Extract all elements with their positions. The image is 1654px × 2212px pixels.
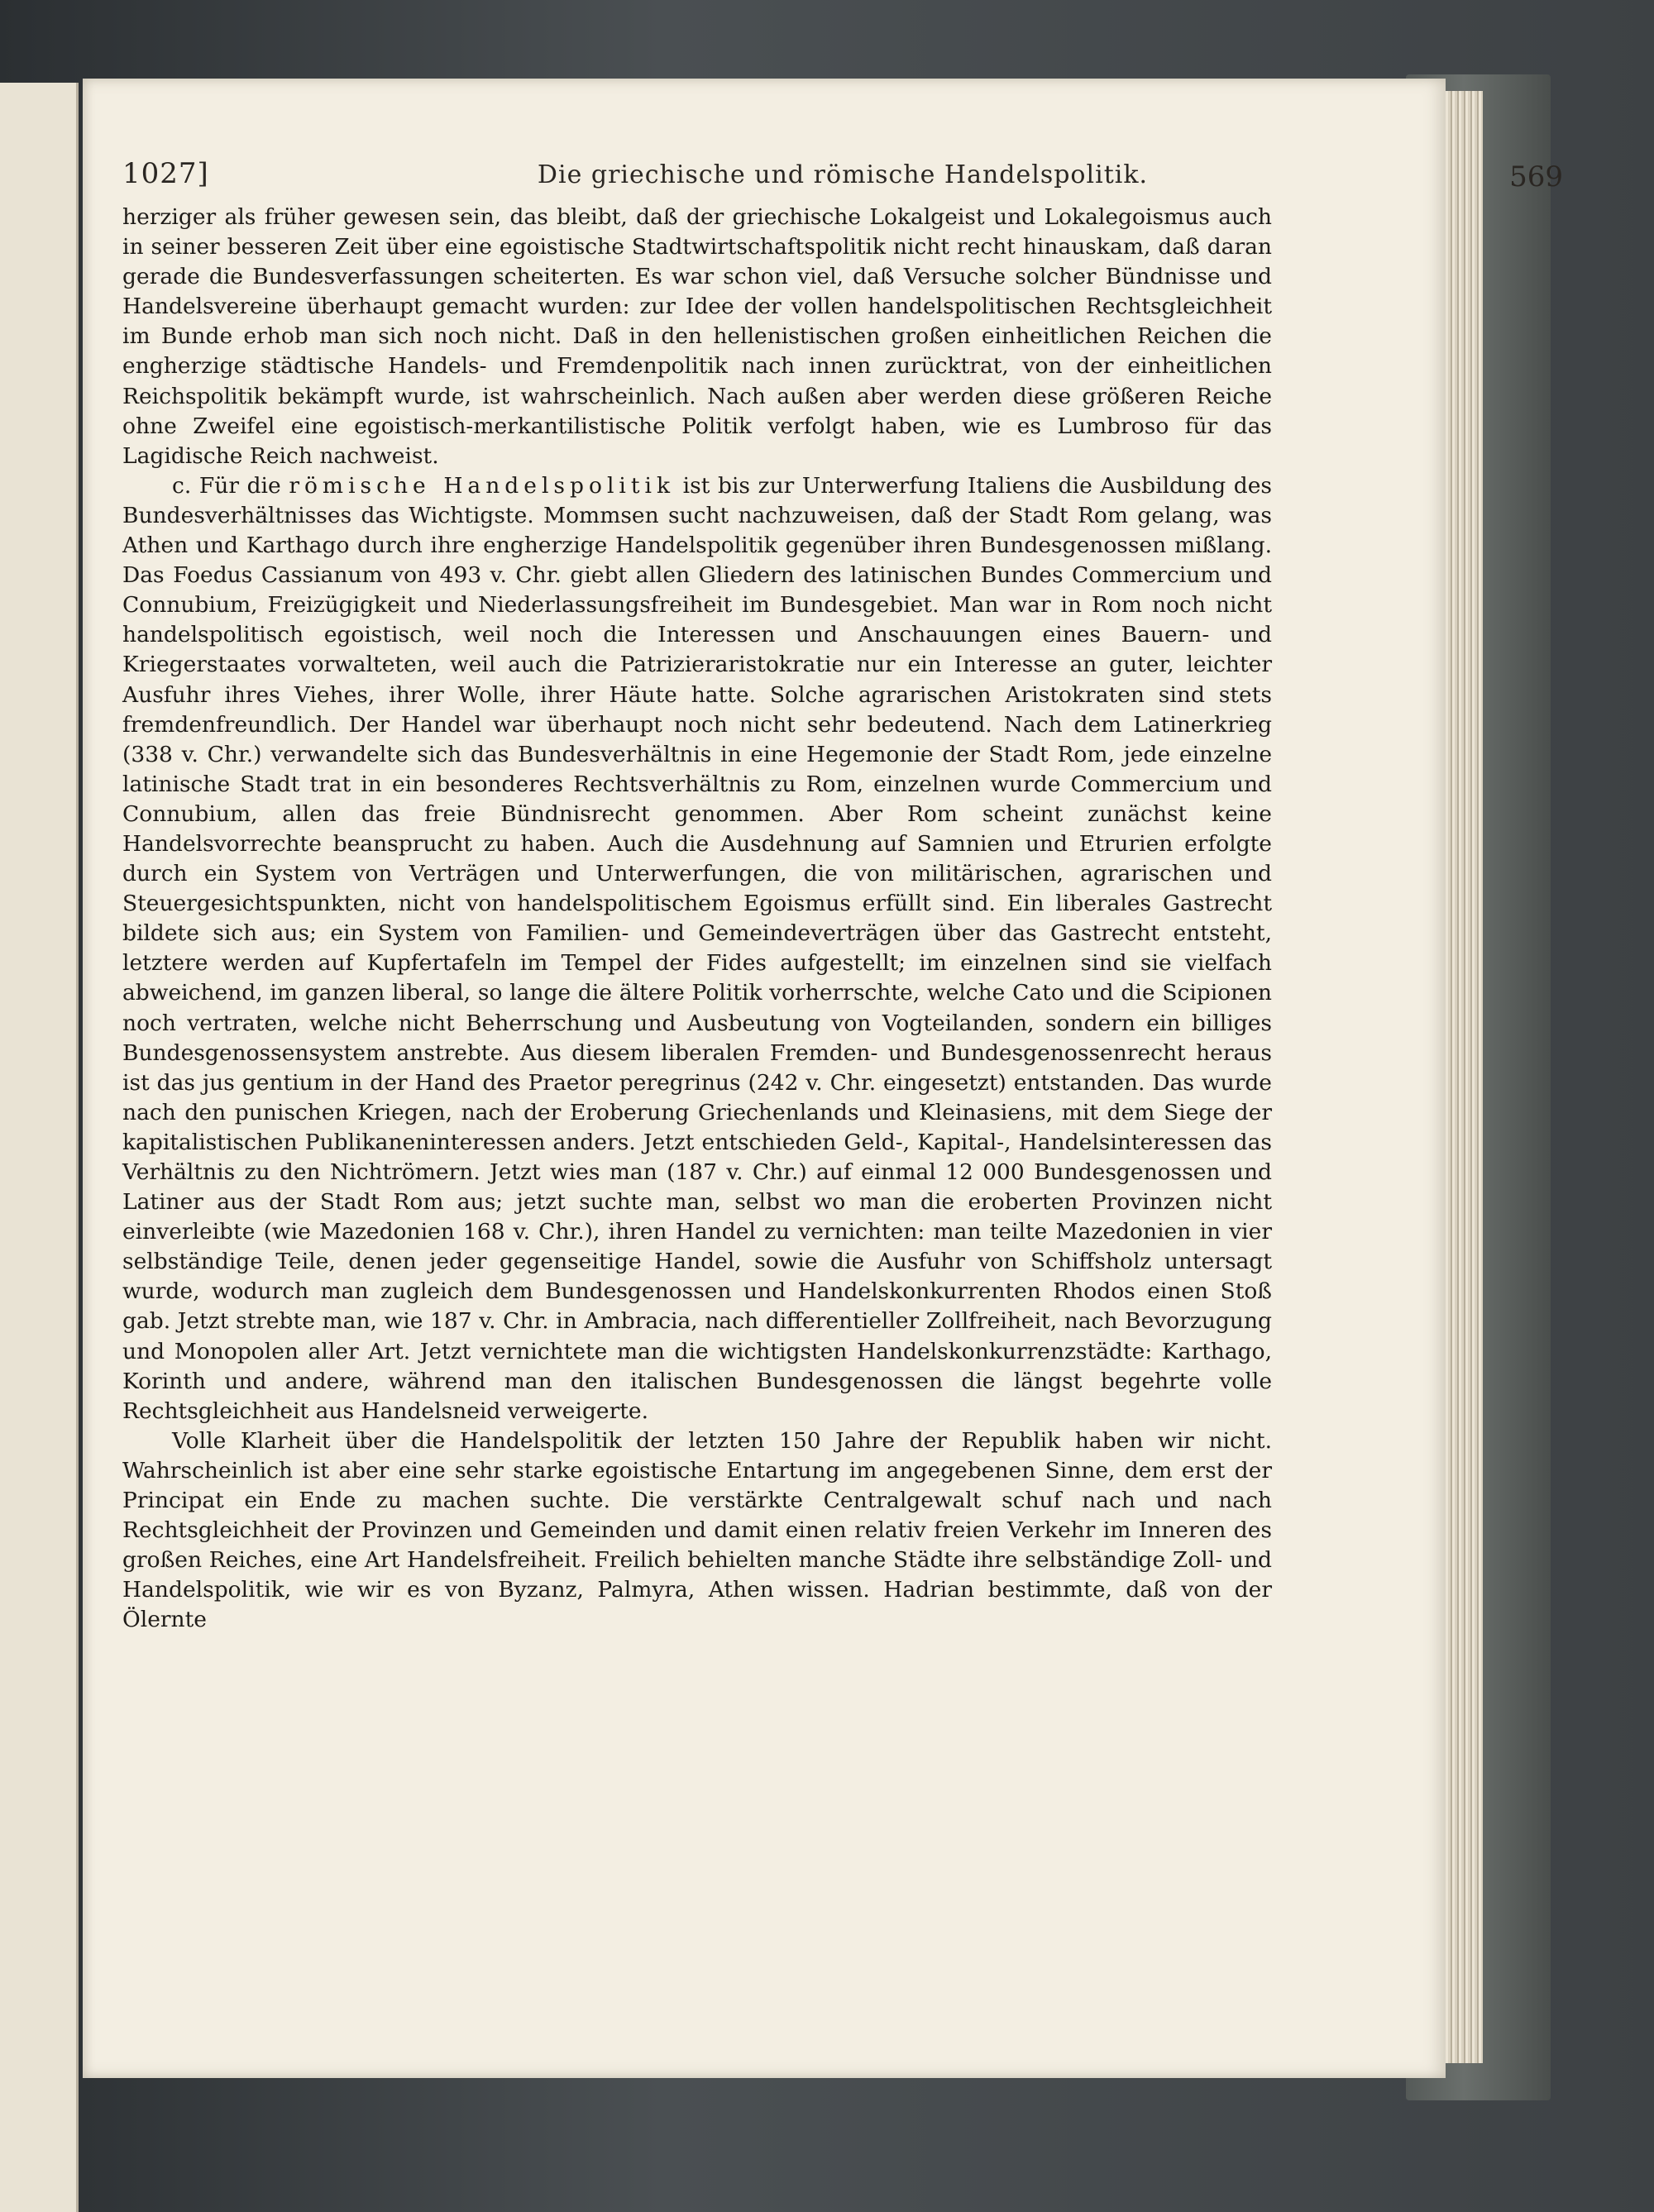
running-title: Die griechische und römische Handelspolitik.	[537, 160, 1149, 189]
section-number: 1027]	[122, 157, 209, 190]
section-label: c. Für die	[172, 472, 281, 499]
spaced-heading: römische Handelspolitik	[289, 472, 676, 499]
paragraph-lokalgeist: herziger als früher gewesen sein, das bleibt, daß der griechische Lokalgeist und Lokalegoismus auch in seiner besseren Zeit über eine egoistische Stadtwirtschaftspolitik nicht recht hinauskam, daß daran gerade die Bundesverfassungen scheiterten. Es war schon viel, daß Versuche solcher Bündnisse und Handelsvereine überhaupt gemacht wurden: zur Idee der vollen handelspolitischen Rechtsgleichheit im Bunde erhob man sich noch nicht. Daß in den hellenistischen großen einheitlichen Reichen die engherzige städtische Handels- und Fremdenpolitik nach innen zurücktrat, von der einheitlichen Reichspolitik bekämpft wurde, ist wahrscheinlich. Nach außen aber werden diese größeren Reiche ohne Zweifel eine egoistisch-merkantilistische Politik verfolgt haben, wie es Lumbroso für das Lagidische Reich nachweist.	[122, 204, 1272, 469]
page-number: 569	[1509, 160, 1563, 193]
running-header	[122, 157, 1563, 207]
paragraph-roemische-handelspolitik	[122, 471, 1272, 1426]
body-text	[122, 203, 1272, 1636]
previous-page-edge	[0, 83, 79, 2212]
paragraph-principat: Volle Klarheit über die Handelspolitik der letzten 150 Jahre der Republik haben wir nicht. Wahrscheinlich ist aber eine sehr starke egoistische Entartung im angegebenen Sinne, dem erst der Principat ein Ende zu machen suchte. Die verstärkte Centralgewalt schuf nach und nach Rechtsgleichheit der Provinzen und Gemeinden und damit einen relativ freien Verkehr im Inneren des großen Reiches, eine Art Handelsfreiheit. Freilich behielten manche Städte ihre selbständige Zoll- und Handelspolitik, wie wir es von Byzanz, Palmyra, Athen wissen. Hadrian bestimmte, daß von der Ölernte	[122, 1427, 1272, 1633]
paragraph-body: ist bis zur Unterwerfung Italiens die Ausbildung des Bundesverhältnisses das Wichtigste. Mommsen sucht nachzuweisen, daß der Stadt Rom gelang, was Athen und Karthago durch ihre engherzige Handelspolitik gegenüber ihren Bundesgenossen mißlang. Das Foedus Cassianum von 493 v. Chr. giebt allen Gliedern des latinischen Bundes Commercium und Connubium, Freizügigkeit und Niederlassungsfreiheit im Bundesgebiet. Man war in Rom noch nicht handelspolitisch egoistisch, weil noch die Interessen und Anschauungen eines Bauern- und Kriegerstaates vorwalteten, weil auch die Patrizieraristokratie nur ein Interesse an guter, leichter Ausfuhr ihres Viehes, ihrer Wolle, ihrer Häute hatte. Solche agrarischen Aristokraten sind stets fremdenfreundlich. Der Handel war überhaupt noch nicht sehr bedeutend. Nach dem Latinerkrieg (338 v. Chr.) verwandelte sich das Bundesverhältnis in eine Hegemonie der Stadt Rom, jede einzelne latinische Stadt trat in ein besonderes Rechtsverhältnis zu Rom, einzelnen wurde Commercium und Connubium, allen das freie Bündnisrecht genommen. Aber Rom scheint zunächst keine Handelsvorrechte beansprucht zu haben. Auch die Ausdehnung auf Samnien und Etrurien erfolgte durch ein System von Verträgen und Unterwerfungen, die von militärischen, agrarischen und Steuergesichtspunkten, nicht von handelspolitischem Egoismus erfüllt sind. Ein liberales Gastrecht bildete sich aus; ein System von Familien- und Gemeindeverträgen über das Gastrecht entsteht, letztere werden auf Kupfertafeln im Tempel der Fides aufgestellt; im einzelnen sind sie vielfach abweichend, im ganzen liberal, so lange die ältere Politik vorherrschte, welche Cato und die Scipionen noch vertraten, welche nicht Beherrschung und Ausbeutung von Vogteilanden, sondern ein billiges Bundesgenossensystem anstrebte. Aus diesem liberalen Fremden- und Bundesgenossenrecht heraus ist das jus gentium in der Hand des Praetor peregrinus (242 v. Chr. eingesetzt) entstanden. Das wurde nach den punischen Kriegen, nach der Eroberung Griechenlands und Kleinasiens, mit dem Siege der kapitalistischen Publikaneninteressen anders. Jetzt entschieden Geld-, Kapital-, Handelsinteressen das Verhältnis zu den Nichtrömern. Jetzt wies man (187 v. Chr.) auf einmal 12 000 Bundesgenossen und Latiner aus der Stadt Rom aus; jetzt suchte man, selbst wo man die eroberten Provinzen nicht einverleibte (wie Mazedonien 168 v. Chr.), ihren Handel zu vernichten: man teilte Mazedonien in vier selbständige Teile, denen jeder gegenseitige Handel, sowie die Ausfuhr von Schiffsholz untersagt wurde, wodurch man zugleich dem Bundesgenossen und Handelskonkurrenten Rhodos einen Stoß gab. Jetzt strebte man, wie 187 v. Chr. in Ambracia, nach differentieller Zollfreiheit, nach Bevorzugung und Monopolen aller Art. Jetzt vernichtete man die wichtigsten Handelskonkurrenzstädte: Karthago, Korinth und andere, während man den italischen Bundesgenossen die längst begehrte volle Rechtsgleichheit aus Handelsneid verweigerte.	[122, 472, 1272, 1424]
